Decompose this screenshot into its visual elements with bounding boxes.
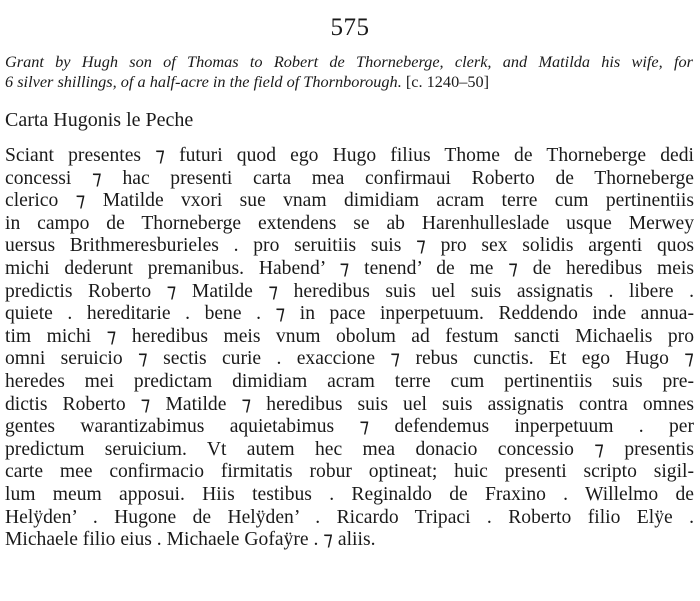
body-line: tim michi ⁊ heredibus meis vnum obolum ad festum sancti Michaelis pro	[5, 325, 694, 347]
summary-date: [c. 1240–50]	[405, 72, 490, 91]
summary-line	[5, 72, 693, 92]
body-line: clerico ⁊ Matilde vxori sue vnam dimidiam acram terre cum pertinentiis	[5, 190, 694, 212]
body-line: dictis Roberto ⁊ Matilde ⁊ heredibus suis uel suis assignatis contra omnes	[5, 393, 694, 415]
body-line: michi dederunt premanibus. Habend’ ⁊ tenend’ de me ⁊ de heredibus meis	[5, 257, 694, 279]
body-line: predictis Roberto ⁊ Matilde ⁊ heredibus suis uel suis assignatis . libere .	[5, 280, 694, 302]
body-line: Helÿden’ . Hugone de Helÿden’ . Ricardo Tripaci . Roberto filio Elÿe .	[5, 506, 694, 528]
body-line: carte mee confirmacio firmitatis robur optineat; huic presenti scripto sigil-	[5, 461, 694, 483]
summary-line-text: 6 silver shillings, of a half-acre in the field of Thornborough.	[5, 72, 402, 91]
body-line: predictum seruicium. Vt autem hec mea donacio concessio ⁊ presentis	[5, 438, 694, 460]
body-line: Michaele filio eius . Michaele Gofaÿre . ⁊ aliis.	[5, 529, 376, 551]
document-summary	[5, 52, 693, 92]
body-line: lum meum apposui. Hiis testibus . Reginaldo de Fraxino . Willelmo de	[5, 483, 694, 505]
summary-line: Grant by Hugh son of Thomas to Robert de Thorneberge, clerk, and Matilda his wife, for	[5, 52, 693, 71]
body-line: heredes mei predictam dimidiam acram terre cum pertinentiis suis pre-	[5, 370, 694, 392]
document-number: 575	[330, 14, 370, 41]
body-line: gentes warantizabimus aquietabimus ⁊ defendemus inperpetuum . per	[5, 416, 694, 438]
body-line: quiete . hereditarie . bene . ⁊ in pace inperpetuum. Reddendo inde annua-	[5, 303, 694, 325]
body-line: uersus Brithmeresburieles . pro seruitiis suis ⁊ pro sex solidis argenti quos	[5, 235, 694, 257]
charter-heading: Carta Hugonis le Peche	[5, 109, 194, 131]
body-line: omni seruicio ⁊ sectis curie . exaccione ⁊ rebus cunctis. Et ego Hugo ⁊	[5, 348, 694, 370]
body-line: in campo de Thorneberge extendens se ab Harenhulleslade usque Merwey	[5, 212, 694, 234]
body-line: concessi ⁊ hac presenti carta mea confirmaui Roberto de Thorneberge	[5, 167, 694, 189]
body-line: Sciant presentes ⁊ futuri quod ego Hugo filius Thome de Thorneberge dedi	[5, 145, 694, 166]
charter-body	[5, 145, 694, 552]
